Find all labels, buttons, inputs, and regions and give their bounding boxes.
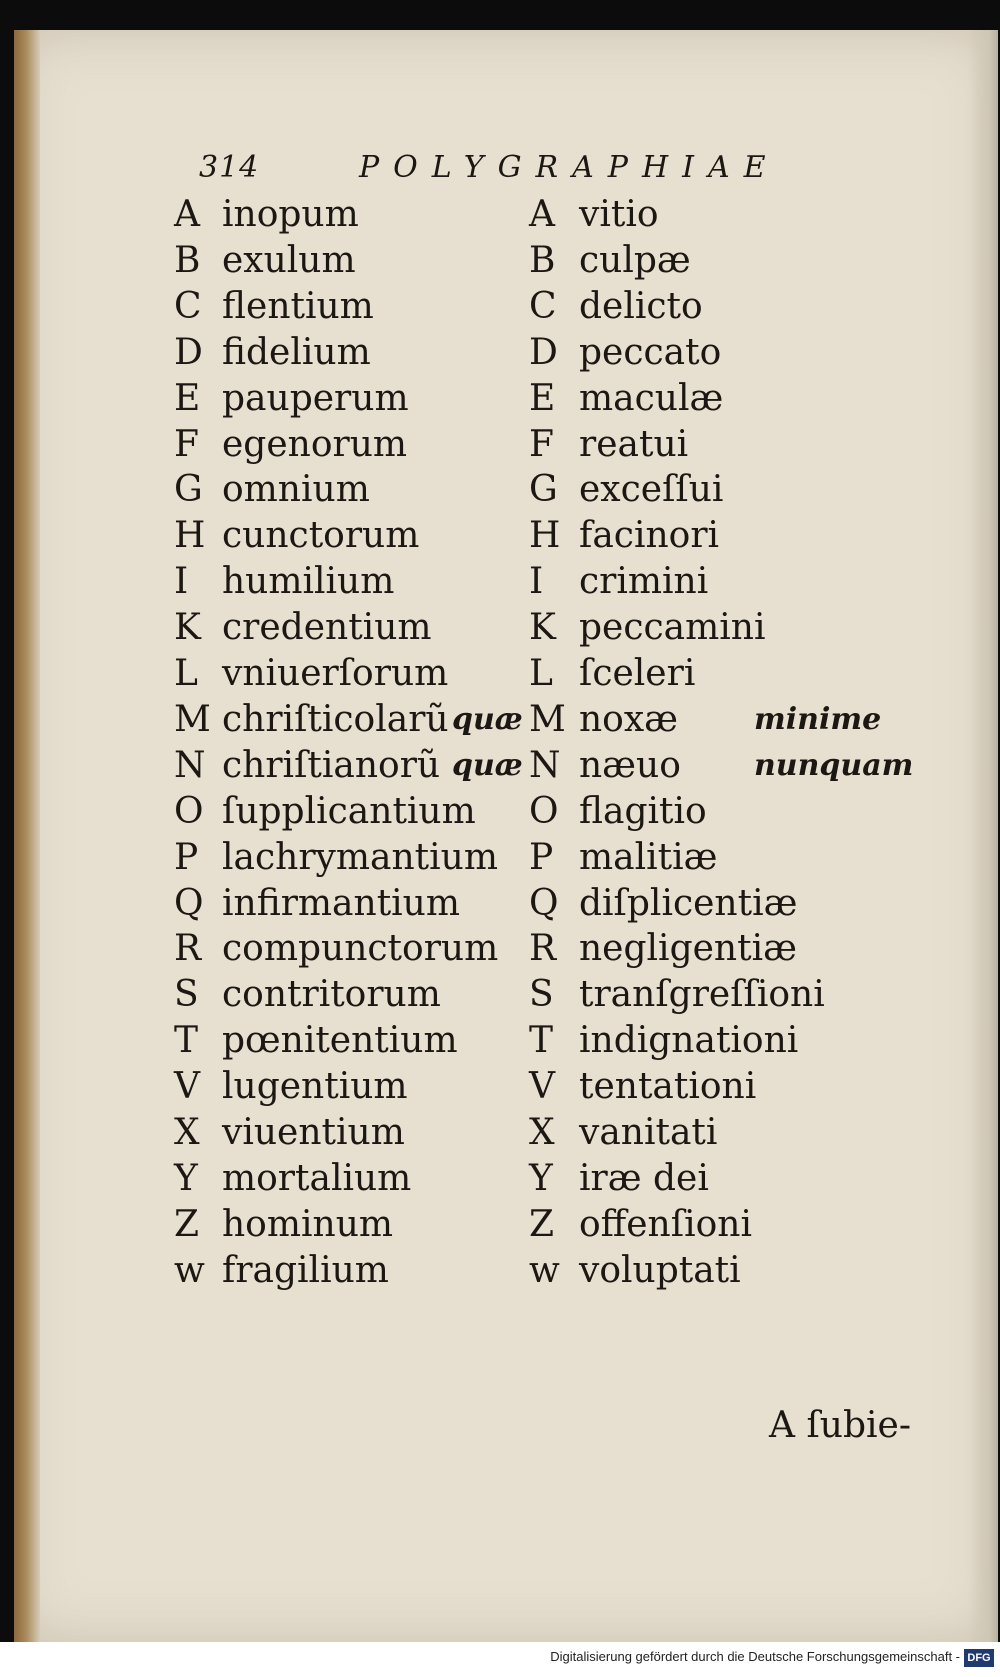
left-word: pœnitentium [222, 1020, 458, 1062]
table-row [174, 743, 914, 789]
table-row [174, 789, 894, 835]
left-word: fragilium [222, 1249, 389, 1291]
right-letter: T [529, 1020, 554, 1062]
right-letter: B [529, 239, 556, 281]
right-word: delicto [579, 285, 703, 327]
right-letter: C [529, 285, 557, 327]
page-spine-shadow [14, 30, 40, 1642]
left-word: mortalium [222, 1157, 412, 1199]
left-letter: H [174, 515, 206, 557]
book-page [14, 30, 998, 1642]
right-letter: G [529, 469, 558, 511]
left-letter: Q [174, 882, 204, 924]
right-letter: S [529, 974, 554, 1016]
table-row [174, 559, 894, 605]
page-header [199, 150, 780, 185]
table-row [174, 1018, 894, 1064]
left-word: humilium [222, 561, 395, 603]
right-word: tranſgreſſioni [579, 974, 825, 1016]
right-letter: Z [529, 1203, 555, 1245]
left-letter: P [174, 836, 199, 878]
table-row [174, 284, 894, 330]
table-row [174, 1156, 894, 1202]
right-word: voluptati [579, 1249, 741, 1291]
right-letter: Q [529, 882, 559, 924]
left-suffix: quæ [452, 701, 523, 737]
left-word: fidelium [222, 331, 371, 373]
right-letter: I [529, 561, 544, 603]
table-row [174, 1248, 894, 1294]
left-letter: Z [174, 1203, 200, 1245]
table-row [174, 697, 894, 743]
left-word: omnium [222, 469, 370, 511]
table-row [174, 422, 894, 468]
left-word: infirmantium [222, 882, 461, 924]
left-letter: Y [174, 1157, 198, 1199]
right-word: diſplicentiæ [579, 882, 798, 924]
left-word: chriſticolarũ [222, 698, 449, 740]
right-word: negligentiæ [579, 928, 797, 970]
right-letter: N [529, 744, 561, 786]
right-word: flagitio [579, 790, 707, 832]
running-title: POLYGRAPHIAE [359, 150, 780, 185]
right-suffix: minime [754, 701, 882, 737]
right-word: offenſioni [579, 1203, 752, 1245]
digitization-footer [0, 1642, 1000, 1677]
right-letter: E [529, 377, 556, 419]
right-word: vanitati [579, 1112, 718, 1153]
right-letter: O [529, 790, 559, 832]
table-row [174, 376, 894, 422]
table-row [174, 238, 894, 284]
table-row [174, 835, 894, 881]
left-letter: I [174, 561, 189, 603]
left-word: viuentium [222, 1112, 405, 1153]
left-word: lachrymantium [222, 836, 498, 878]
left-word: cunctorum [222, 515, 420, 557]
right-letter: Y [529, 1157, 553, 1199]
right-letter: A [529, 194, 555, 235]
right-letter: F [529, 423, 554, 465]
left-letter: O [174, 790, 204, 832]
left-letter: A [174, 194, 200, 235]
left-suffix: quæ [452, 747, 523, 783]
left-letter: D [174, 331, 203, 373]
right-word: maculæ [579, 377, 724, 419]
right-letter: L [529, 653, 553, 694]
right-letter: K [529, 607, 556, 649]
right-word: indignationi [579, 1020, 799, 1062]
right-word: facinori [579, 515, 720, 557]
left-word: pauperum [222, 377, 409, 419]
left-word: compunctorum [222, 928, 499, 970]
right-suffix: nunquam [754, 747, 914, 783]
right-letter: M [529, 698, 566, 740]
right-word: peccato [579, 331, 722, 373]
left-letter: M [174, 698, 211, 740]
left-word: chriſtianorũ [222, 744, 441, 786]
left-word: lugentium [222, 1066, 408, 1108]
left-letter: L [174, 653, 198, 694]
right-letter: R [529, 928, 557, 970]
left-word: ſupplicantium [222, 790, 476, 832]
left-letter: B [174, 239, 201, 281]
left-letter: X [174, 1112, 200, 1153]
right-word: exceſſui [579, 469, 724, 511]
left-word: exulum [222, 239, 356, 281]
table-row [174, 513, 894, 559]
right-word: reatui [579, 423, 689, 465]
right-word: næuo [579, 744, 681, 786]
left-letter: F [174, 423, 199, 465]
funding-credit: Digitalisierung gefördert durch die Deutsche Forschungsgemeinschaft - [550, 1649, 960, 1664]
right-word: iræ dei [579, 1157, 709, 1199]
left-word: credentium [222, 607, 432, 649]
table-row [174, 192, 894, 238]
table-row [174, 972, 894, 1018]
right-letter: V [529, 1066, 555, 1108]
table-row [174, 881, 894, 927]
right-letter: D [529, 331, 558, 373]
left-word: inopum [222, 194, 359, 235]
table-row [174, 330, 894, 376]
left-letter: G [174, 469, 203, 511]
right-word: tentationi [579, 1066, 757, 1108]
right-letter: P [529, 836, 554, 878]
left-letter: N [174, 744, 206, 786]
table-row [174, 651, 894, 697]
table-row [174, 1110, 894, 1156]
left-word: egenorum [222, 423, 408, 465]
page-number: 314 [199, 150, 260, 185]
left-letter: T [174, 1020, 199, 1062]
right-word: crimini [579, 561, 709, 603]
right-word: vitio [579, 194, 659, 235]
dfg-logo: DFG [964, 1649, 994, 1667]
right-letter: X [529, 1112, 555, 1153]
table-row [174, 1202, 894, 1248]
left-letter: w [174, 1249, 205, 1291]
page-edge-shadow [968, 30, 998, 1642]
left-letter: V [174, 1066, 200, 1108]
right-word: malitiæ [579, 836, 718, 878]
left-word: hominum [222, 1203, 394, 1245]
left-word: flentium [222, 285, 374, 327]
right-word: culpæ [579, 239, 691, 281]
table-row [174, 926, 894, 972]
table-row [174, 467, 894, 513]
right-word: peccamini [579, 607, 766, 649]
table-row [174, 605, 894, 651]
left-letter: C [174, 285, 202, 327]
table-row [174, 1064, 894, 1110]
right-word: noxæ [579, 698, 678, 740]
left-word: vniuerſorum [222, 653, 449, 694]
left-word: contritorum [222, 974, 441, 1016]
right-letter: H [529, 515, 561, 557]
catchword: A ſubie- [769, 1405, 911, 1446]
right-letter: w [529, 1249, 560, 1291]
left-letter: S [174, 974, 199, 1016]
left-letter: R [174, 928, 202, 970]
left-letter: K [174, 607, 201, 649]
left-letter: E [174, 377, 201, 419]
right-word: ſceleri [579, 653, 696, 694]
